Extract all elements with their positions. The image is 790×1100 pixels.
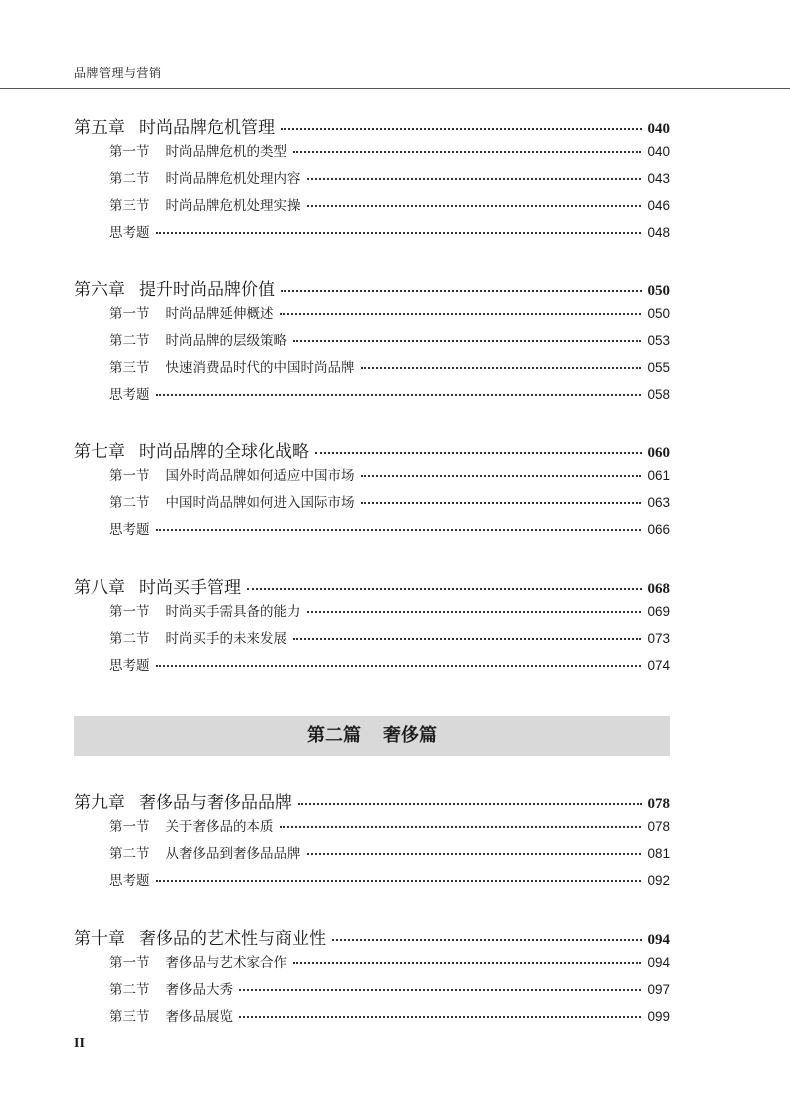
questions-label: 思考题 xyxy=(109,225,150,241)
questions-page: 092 xyxy=(647,873,670,888)
chapter-label: 第九章 xyxy=(74,793,125,813)
section-label: 第二节 xyxy=(109,846,150,862)
leader-dots xyxy=(307,611,642,613)
section-label: 第三节 xyxy=(109,1009,150,1025)
section-label: 第二节 xyxy=(109,495,150,511)
chapter-title: 时尚买手管理 xyxy=(139,578,241,598)
chapter-label: 第八章 xyxy=(74,578,125,598)
running-head: 品牌管理与营销 xyxy=(74,66,162,80)
chapter-page: 050 xyxy=(647,283,670,299)
chapter-page: 068 xyxy=(647,581,670,597)
chapter-title: 奢侈品的艺术性与商业性 xyxy=(139,929,326,949)
section-page: 078 xyxy=(647,819,670,834)
section-page: 094 xyxy=(647,955,670,970)
section-label: 第三节 xyxy=(109,198,150,214)
questions-page: 048 xyxy=(647,225,670,240)
section-label: 第二节 xyxy=(109,333,150,349)
leader-dots xyxy=(156,394,642,396)
section-label: 第一节 xyxy=(109,819,150,835)
toc-section-row[interactable] xyxy=(74,329,670,356)
page-folio: II xyxy=(74,1036,85,1051)
chapter-label: 第六章 xyxy=(74,280,125,300)
leader-dots xyxy=(293,638,641,640)
section-title: 奢侈品大秀 xyxy=(165,982,233,998)
section-label: 第一节 xyxy=(109,604,150,620)
leader-dots xyxy=(293,962,641,964)
chapter-page: 040 xyxy=(647,121,670,137)
toc-section-row[interactable] xyxy=(74,140,670,167)
toc-questions-row[interactable] xyxy=(74,383,670,410)
section-label: 第二节 xyxy=(109,631,150,647)
toc-chapter-row[interactable] xyxy=(74,113,670,140)
section-page: 063 xyxy=(647,495,670,510)
toc-section-row[interactable] xyxy=(74,842,670,869)
chapter-label: 第十章 xyxy=(74,929,125,949)
section-label: 第三节 xyxy=(109,360,150,376)
toc-section-row[interactable] xyxy=(74,356,670,383)
section-page: 069 xyxy=(647,604,670,619)
section-page: 061 xyxy=(647,468,670,483)
chapter-block-5 xyxy=(74,113,670,248)
chapter-page: 078 xyxy=(647,796,670,812)
toc-chapter-row[interactable] xyxy=(74,788,670,815)
questions-page: 074 xyxy=(647,658,670,673)
chapter-block-8 xyxy=(74,573,670,681)
toc-section-row[interactable] xyxy=(74,978,670,1005)
toc-section-row[interactable] xyxy=(74,815,670,842)
section-page: 040 xyxy=(647,144,670,159)
toc-questions-row[interactable] xyxy=(74,221,670,248)
section-title: 中国时尚品牌如何进入国际市场 xyxy=(165,495,355,511)
section-page: 043 xyxy=(647,171,670,186)
section-title: 奢侈品与艺术家合作 xyxy=(165,955,287,971)
section-title: 时尚品牌危机的类型 xyxy=(165,144,287,160)
section-page: 073 xyxy=(647,631,670,646)
leader-dots xyxy=(156,232,642,234)
toc-section-row[interactable] xyxy=(74,167,670,194)
section-page: 055 xyxy=(647,360,670,375)
toc-chapter-row[interactable] xyxy=(74,275,670,302)
leader-dots xyxy=(315,452,642,454)
toc-chapter-row[interactable] xyxy=(74,573,670,600)
leader-dots xyxy=(280,313,642,315)
section-label: 第一节 xyxy=(109,144,150,160)
questions-label: 思考题 xyxy=(109,522,150,538)
toc-section-row[interactable] xyxy=(74,627,670,654)
part-title: 奢侈篇 xyxy=(383,725,437,746)
section-title: 关于奢侈品的本质 xyxy=(165,819,274,835)
leader-dots xyxy=(156,665,642,667)
section-title: 快速消费品时代的中国时尚品牌 xyxy=(165,360,355,376)
toc-chapter-row[interactable] xyxy=(74,924,670,951)
leader-dots xyxy=(281,290,642,292)
section-label: 第一节 xyxy=(109,468,150,484)
chapter-block-7 xyxy=(74,437,670,545)
leader-dots xyxy=(361,367,642,369)
chapter-label: 第五章 xyxy=(74,118,125,138)
chapter-page: 060 xyxy=(647,445,670,461)
leader-dots xyxy=(298,803,642,805)
chapter-block-10 xyxy=(74,924,670,1032)
chapter-title: 奢侈品与奢侈品品牌 xyxy=(139,793,292,813)
section-page: 081 xyxy=(647,846,670,861)
chapter-label: 第七章 xyxy=(74,442,125,462)
questions-label: 思考题 xyxy=(109,873,150,889)
part-label: 第二篇 xyxy=(307,725,361,746)
leader-dots xyxy=(239,1016,641,1018)
chapter-title: 提升时尚品牌价值 xyxy=(139,280,275,300)
toc-section-row[interactable] xyxy=(74,194,670,221)
section-label: 第二节 xyxy=(109,982,150,998)
section-title: 时尚品牌危机处理内容 xyxy=(165,171,301,187)
toc-section-row[interactable] xyxy=(74,464,670,491)
leader-dots xyxy=(239,989,641,991)
chapter-block-6 xyxy=(74,275,670,410)
chapter-title: 时尚品牌危机管理 xyxy=(139,118,275,138)
leader-dots xyxy=(156,529,642,531)
chapter-title: 时尚品牌的全球化战略 xyxy=(139,442,309,462)
section-title: 时尚品牌危机处理实操 xyxy=(165,198,301,214)
section-title: 时尚品牌延伸概述 xyxy=(165,306,274,322)
toc-section-row[interactable] xyxy=(74,600,670,627)
toc-questions-row[interactable] xyxy=(74,518,670,545)
chapter-page: 094 xyxy=(647,932,670,948)
toc-section-row[interactable] xyxy=(74,951,670,978)
section-title: 时尚买手需具备的能力 xyxy=(165,604,301,620)
section-title: 时尚买手的未来发展 xyxy=(165,631,287,647)
leader-dots xyxy=(307,205,642,207)
leader-dots xyxy=(307,178,642,180)
part-banner[interactable] xyxy=(74,716,670,756)
leader-dots xyxy=(280,826,642,828)
toc-questions-row[interactable] xyxy=(74,654,670,681)
section-title: 国外时尚品牌如何适应中国市场 xyxy=(165,468,355,484)
leader-dots xyxy=(332,939,642,941)
header-rule xyxy=(0,88,790,89)
questions-page: 058 xyxy=(647,387,670,402)
leader-dots xyxy=(307,853,642,855)
leader-dots xyxy=(293,340,641,342)
section-page: 050 xyxy=(647,306,670,321)
section-title: 时尚品牌的层级策略 xyxy=(165,333,287,349)
section-label: 第一节 xyxy=(109,306,150,322)
section-title: 奢侈品展览 xyxy=(165,1009,233,1025)
leader-dots xyxy=(156,880,642,882)
questions-page: 066 xyxy=(647,522,670,537)
leader-dots xyxy=(281,128,642,130)
section-page: 097 xyxy=(647,982,670,997)
leader-dots xyxy=(361,475,642,477)
section-page: 099 xyxy=(647,1009,670,1024)
leader-dots xyxy=(247,588,642,590)
leader-dots xyxy=(361,502,642,504)
section-page: 046 xyxy=(647,198,670,213)
section-title: 从奢侈品到奢侈品品牌 xyxy=(165,846,301,862)
section-label: 第二节 xyxy=(109,171,150,187)
section-page: 053 xyxy=(647,333,670,348)
section-label: 第一节 xyxy=(109,955,150,971)
questions-label: 思考题 xyxy=(109,658,150,674)
chapter-block-9 xyxy=(74,788,670,896)
leader-dots xyxy=(293,151,641,153)
toc-section-row[interactable] xyxy=(74,491,670,518)
toc-section-row[interactable] xyxy=(74,1005,670,1032)
questions-label: 思考题 xyxy=(109,387,150,403)
toc-section-row[interactable] xyxy=(74,302,670,329)
toc-questions-row[interactable] xyxy=(74,869,670,896)
toc-chapter-row[interactable] xyxy=(74,437,670,464)
